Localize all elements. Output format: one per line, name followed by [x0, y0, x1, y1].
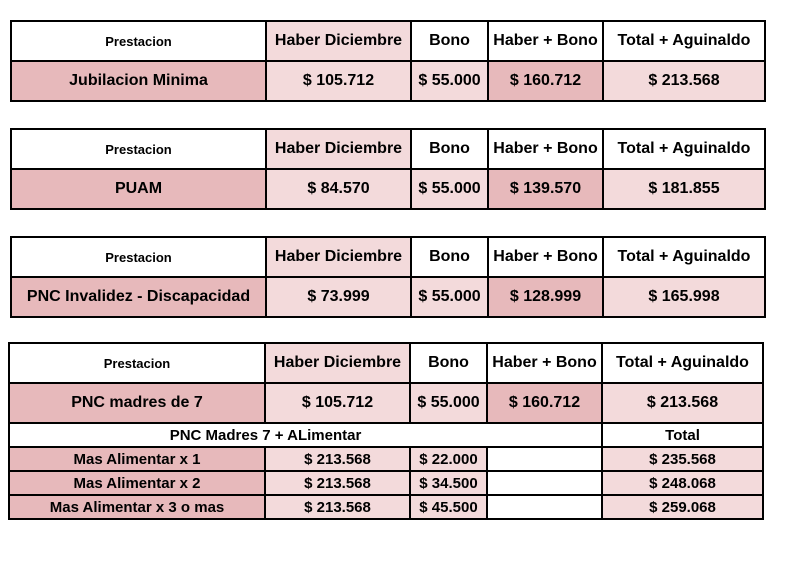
- alimentar-extra: $ 45.500: [410, 495, 487, 519]
- table-pnc-madres: [8, 342, 764, 520]
- haber-value: $ 105.712: [265, 383, 410, 423]
- header-haber-diciembre: Haber Diciembre: [266, 21, 411, 61]
- header-row: [11, 237, 765, 277]
- bono-value: $ 55.000: [411, 169, 488, 209]
- table-puam: [10, 128, 766, 210]
- header-bono: Bono: [411, 129, 488, 169]
- prestacion-name: Jubilacion Minima: [11, 61, 266, 101]
- alimentar-total: $ 259.068: [602, 495, 763, 519]
- header-haber-bono: Haber + Bono: [488, 21, 603, 61]
- haber-bono-value: $ 160.712: [487, 383, 602, 423]
- table-jubilacion-minima: [10, 20, 766, 102]
- alimentar-haber: $ 213.568: [265, 471, 410, 495]
- haber-bono-value: $ 160.712: [488, 61, 603, 101]
- haber-value: $ 105.712: [266, 61, 411, 101]
- total-value: $ 213.568: [602, 383, 763, 423]
- alimentar-haber: $ 213.568: [265, 447, 410, 471]
- header-haber-diciembre: Haber Diciembre: [265, 343, 410, 383]
- bono-value: $ 55.000: [410, 383, 487, 423]
- header-prestacion: Prestacion: [11, 237, 266, 277]
- prestacion-name: PUAM: [11, 169, 266, 209]
- header-haber-bono: Haber + Bono: [487, 343, 602, 383]
- table-pnc-invalidez: [10, 236, 766, 318]
- alimentar-label: Mas Alimentar x 2: [9, 471, 265, 495]
- alimentar-empty: [487, 447, 602, 471]
- header-haber-bono: Haber + Bono: [488, 237, 603, 277]
- alimentar-header-row: [9, 423, 763, 447]
- haber-bono-value: $ 139.570: [488, 169, 603, 209]
- total-value: $ 181.855: [603, 169, 765, 209]
- prestacion-name: PNC Invalidez - Discapacidad: [11, 277, 266, 317]
- alimentar-empty: [487, 495, 602, 519]
- haber-value: $ 84.570: [266, 169, 411, 209]
- header-bono: Bono: [411, 237, 488, 277]
- alimentar-empty: [487, 471, 602, 495]
- value-row: [11, 61, 765, 101]
- header-prestacion: Prestacion: [11, 21, 266, 61]
- header-row: [11, 129, 765, 169]
- value-row: [11, 169, 765, 209]
- header-total-aguinaldo: Total + Aguinaldo: [603, 21, 765, 61]
- alimentar-row: [9, 471, 763, 495]
- haber-value: $ 73.999: [266, 277, 411, 317]
- alimentar-row: [9, 495, 763, 519]
- alimentar-extra: $ 34.500: [410, 471, 487, 495]
- header-total-aguinaldo: Total + Aguinaldo: [602, 343, 763, 383]
- haber-bono-value: $ 128.999: [488, 277, 603, 317]
- alimentar-total: $ 235.568: [602, 447, 763, 471]
- alimentar-total-label: Total: [602, 423, 763, 447]
- header-bono: Bono: [411, 21, 488, 61]
- header-prestacion: Prestacion: [11, 129, 266, 169]
- header-haber-diciembre: Haber Diciembre: [266, 129, 411, 169]
- alimentar-total: $ 248.068: [602, 471, 763, 495]
- header-total-aguinaldo: Total + Aguinaldo: [603, 237, 765, 277]
- bono-value: $ 55.000: [411, 277, 488, 317]
- total-value: $ 213.568: [603, 61, 765, 101]
- header-bono: Bono: [410, 343, 487, 383]
- value-row: [9, 383, 763, 423]
- alimentar-row: [9, 447, 763, 471]
- prestacion-name: PNC madres de 7: [9, 383, 265, 423]
- alimentar-label: Mas Alimentar x 1: [9, 447, 265, 471]
- alimentar-extra: $ 22.000: [410, 447, 487, 471]
- alimentar-haber: $ 213.568: [265, 495, 410, 519]
- header-row: [9, 343, 763, 383]
- header-haber-bono: Haber + Bono: [488, 129, 603, 169]
- alimentar-title: PNC Madres 7 + ALimentar: [9, 423, 602, 447]
- alimentar-label: Mas Alimentar x 3 o mas: [9, 495, 265, 519]
- header-total-aguinaldo: Total + Aguinaldo: [603, 129, 765, 169]
- header-haber-diciembre: Haber Diciembre: [266, 237, 411, 277]
- bono-value: $ 55.000: [411, 61, 488, 101]
- header-row: [11, 21, 765, 61]
- total-value: $ 165.998: [603, 277, 765, 317]
- value-row: [11, 277, 765, 317]
- header-prestacion: Prestacion: [9, 343, 265, 383]
